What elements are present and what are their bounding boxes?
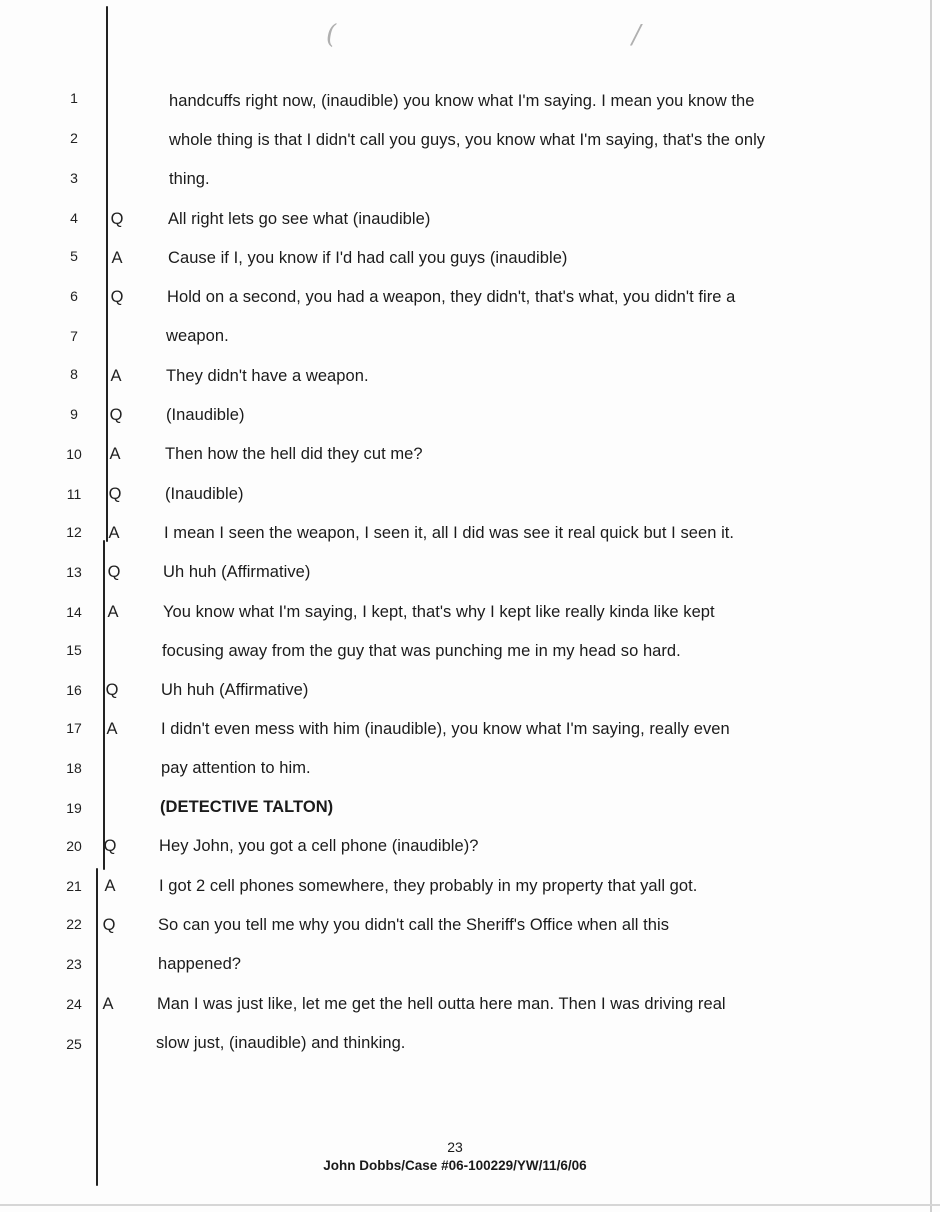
line-number: 17 — [66, 720, 82, 736]
transcript-text: So can you tell me why you didn't call the Sheriff's Office when all this — [158, 916, 670, 934]
line-number: 9 — [70, 406, 78, 422]
transcript-text: handcuffs right now, (inaudible) you know what I'm saying. I mean you know the — [169, 92, 755, 110]
transcript-text: Uh huh (Affirmative) — [163, 563, 311, 581]
case-reference: John Dobbs/Case #06-100229/YW/11/6/06 — [323, 1158, 587, 1173]
speaker-label: Q — [107, 563, 121, 581]
scan-mark-left: ( — [326, 20, 337, 50]
page-number: 23 — [447, 1139, 463, 1155]
transcript-text: Hey John, you got a cell phone (inaudible)? — [159, 837, 479, 855]
speaker-label: A — [107, 603, 119, 621]
transcript-text: pay attention to him. — [161, 759, 311, 777]
transcript-text: (Inaudible) — [166, 406, 245, 424]
line-number: 2 — [70, 130, 78, 146]
transcript-text: (Inaudible) — [165, 485, 244, 503]
speaker-label: A — [109, 445, 121, 463]
speaker-label: A — [110, 367, 122, 385]
line-number: 20 — [66, 838, 82, 854]
transcript-text: Man I was just like, let me get the hell outta here man. Then I was driving real — [157, 995, 726, 1013]
line-number: 15 — [66, 642, 82, 658]
line-number: 24 — [66, 996, 82, 1012]
transcript-text: They didn't have a weapon. — [166, 367, 369, 385]
line-number: 14 — [66, 604, 82, 620]
line-number: 1 — [70, 90, 78, 106]
line-number: 4 — [70, 210, 78, 226]
line-number: 22 — [66, 916, 82, 932]
speaker-label: Q — [110, 288, 124, 306]
transcript-text: Then how the hell did they cut me? — [165, 445, 423, 463]
page-edge-bottom — [0, 1204, 940, 1206]
speaker-label: A — [102, 995, 114, 1013]
speaker-label: Q — [105, 681, 119, 699]
transcript-text: All right lets go see what (inaudible) — [168, 210, 431, 228]
transcript-text: whole thing is that I didn't call you guys, you know what I'm saying, that's the only — [169, 131, 766, 149]
page-edge-right — [930, 0, 932, 1212]
speaker-label: Q — [110, 210, 124, 228]
transcript-text: focusing away from the guy that was punching me in my head so hard. — [162, 642, 681, 660]
transcript-text: I got 2 cell phones somewhere, they probably in my property that yall got. — [159, 877, 698, 895]
scan-mark-right: / — [632, 20, 641, 50]
margin-rule-middle — [103, 540, 105, 870]
transcript-text: You know what I'm saying, I kept, that's why I kept like really kinda like kept — [163, 603, 715, 621]
line-number: 21 — [66, 878, 82, 894]
speaker-label: Q — [108, 485, 122, 503]
line-number: 5 — [70, 248, 78, 264]
transcript-text: slow just, (inaudible) and thinking. — [156, 1034, 406, 1052]
transcript-text: Cause if I, you know if I'd had call you guys (inaudible) — [168, 249, 568, 267]
transcript-text: thing. — [169, 170, 210, 188]
transcript-text: happened? — [158, 955, 242, 973]
transcript-text: Uh huh (Affirmative) — [161, 681, 309, 699]
speaker-label: Q — [102, 916, 116, 934]
line-number: 7 — [70, 328, 78, 344]
line-number: 3 — [70, 170, 78, 186]
line-number: 8 — [70, 366, 78, 382]
speaker-label: A — [108, 524, 120, 542]
line-number: 19 — [66, 800, 82, 816]
line-number: 11 — [66, 486, 82, 502]
speaker-label: A — [106, 720, 118, 738]
line-number: 18 — [66, 760, 82, 776]
line-number: 6 — [70, 288, 78, 304]
speaker-heading: (DETECTIVE TALTON) — [160, 798, 334, 816]
speaker-label: Q — [103, 837, 117, 855]
speaker-label: A — [111, 249, 123, 267]
speaker-label: Q — [109, 406, 123, 424]
line-number: 16 — [66, 682, 82, 698]
line-number: 25 — [66, 1036, 82, 1052]
line-number: 13 — [66, 564, 82, 580]
speaker-label: A — [104, 877, 116, 895]
transcript-text: I mean I seen the weapon, I seen it, all I did was see it real quick but I seen it. — [164, 524, 735, 542]
transcript-text: I didn't even mess with him (inaudible), you know what I'm saying, really even — [161, 720, 730, 738]
line-number: 12 — [66, 524, 82, 540]
transcript-text: weapon. — [166, 327, 229, 345]
transcript-text: Hold on a second, you had a weapon, they didn't, that's what, you didn't fire a — [167, 288, 736, 306]
line-number: 23 — [66, 956, 82, 972]
margin-rule-lower — [96, 868, 98, 1186]
line-number: 10 — [66, 446, 82, 462]
